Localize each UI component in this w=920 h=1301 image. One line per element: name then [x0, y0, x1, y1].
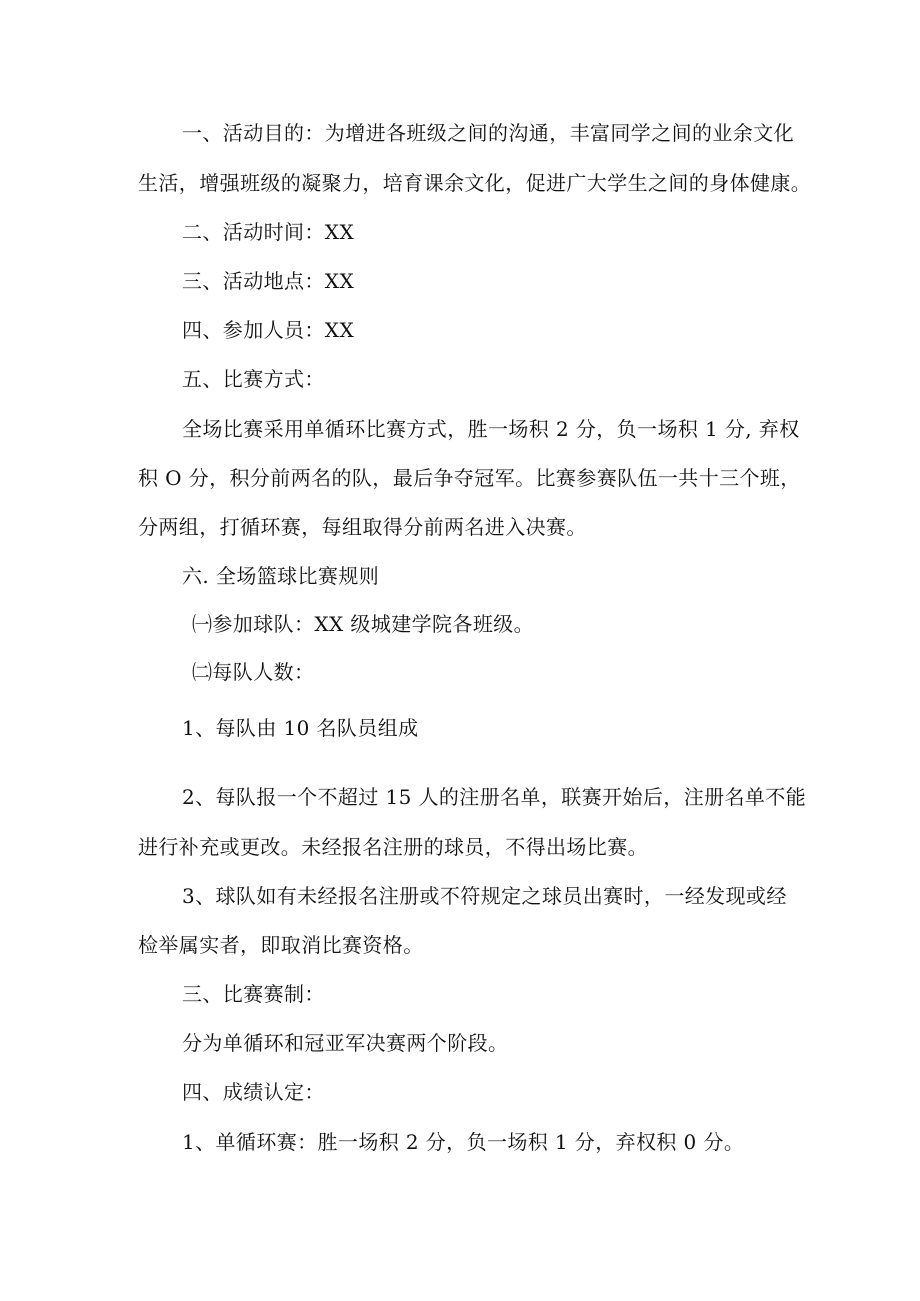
rule-team-size-item-3-line-2: 检举属实者，即取消比赛资格。 — [138, 933, 424, 957]
scoring-heading: 四、成绩认定： — [182, 1080, 325, 1104]
paragraph-activity-purpose-line-2: 生活，增强班级的凝聚力，培育课余文化，促进广大学生之间的身体健康。 — [138, 171, 812, 195]
competition-format-line-2: 积 O 分，积分前两名的队，最后争夺冠军。比赛参赛队伍一共十三个班， — [138, 466, 801, 490]
rule-team-size-item-2-line-1: 2、每队报一个不超过 15 人的注册名单，联赛开始后，注册名单不能 — [182, 785, 807, 809]
participants: 四、参加人员：XX — [182, 318, 355, 342]
scoring-item-1: 1、单循环赛：胜一场积 2 分，负一场积 1 分，弃权积 0 分。 — [182, 1130, 745, 1154]
competition-system-heading: 三、比赛赛制： — [182, 982, 325, 1006]
activity-time: 二、活动时间：XX — [182, 220, 355, 244]
rule-team-size-item-3-line-1: 3、球队如有未经报名注册或不符规定之球员出赛时，一经发现或经 — [182, 884, 787, 908]
paragraph-activity-purpose-line-1: 一、活动目的：为增进各班级之间的沟通，丰富同学之间的业余文化 — [182, 121, 794, 145]
competition-format-line-3: 分两组，打循环赛，每组取得分前两名进入决赛。 — [138, 515, 587, 539]
competition-format-heading: 五、比赛方式： — [182, 367, 325, 391]
activity-location: 三、活动地点：XX — [182, 269, 355, 293]
rule-team-size-item-1: 1、每队由 10 名队员组成 — [182, 716, 419, 740]
competition-system-text: 分为单循环和冠亚军决赛两个阶段。 — [182, 1031, 509, 1055]
rule-team-size-item-2-line-2: 进行补充或更改。未经报名注册的球员，不得出场比赛。 — [138, 835, 648, 859]
rules-heading: 六. 全场篮球比赛规则 — [182, 564, 380, 588]
competition-format-line-1: 全场比赛采用单循环比赛方式，胜一场积 2 分，负一场积 1 分, 弃权 — [182, 417, 800, 441]
rule-participating-teams: ㈠参加球队：XX 级城建学院各班级。 — [192, 612, 535, 636]
rule-team-size-heading: ㈡每队人数： — [192, 660, 315, 684]
